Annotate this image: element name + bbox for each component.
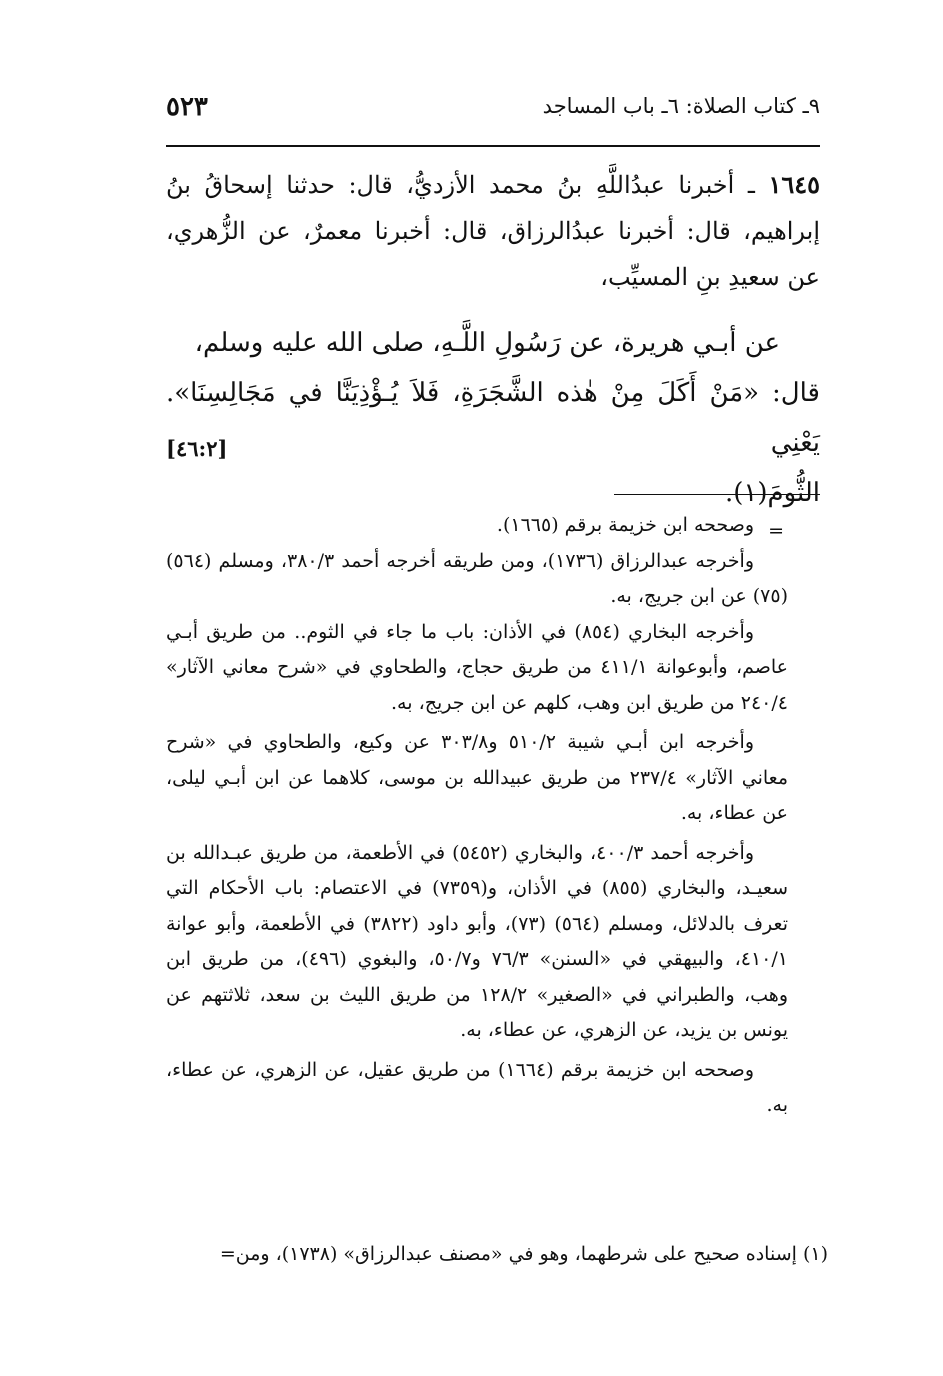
matn-line: قال: «مَنْ أَكَلَ مِنْ هٰذه الشَّجَرَةِ، فَلاَ يُـؤْذِيَنَّا في مَجَالِسِنَا». يَعْنِي xyxy=(166,378,820,458)
footnote-paragraph: وأخرجه عبدالرزاق (١٧٣٦)، ومن طريقه أخرجه أحمد ٣٨٠/٣، ومسلم (٥٦٤) (٧٥) عن ابن جريج، به. xyxy=(166,549,788,607)
running-header xyxy=(166,92,820,132)
matn-line: عن أبـي هريرة، عن رَسُولِ اللَّـهِ، صلى الله عليه وسلم، xyxy=(194,328,780,358)
matn-line: الثُّومَ(١). xyxy=(724,478,820,508)
hadith-isnad xyxy=(166,162,820,300)
continuation-mark: = xyxy=(768,520,784,542)
header-rule xyxy=(166,145,820,147)
footnote-paragraph: وأخرجه أحمد ٤٠٠/٣، والبخاري (٥٤٥٢) في الأطعمة، من طريق عبـدالله بن سعيـد، والبخاري (٨٥٥) في الأذان، و(٧٣٥٩) في الاعتصام: باب الأحكام التي تعرف بالدلائل، ومسلم (٥٦٤) (٧٣)، وأبو داود (٣٨٢٢) في الأطعمة، وأبو عوانة ٤١٠/١، والبيهقي في «السنن» ٧٦/٣ و٥٠/٧، والبغوي (٤٩٦)، من طريق ابن وهب، والطبراني في «الصغير» ١٢٨/٢ من طريق الليث بن سعد، ثلاثتهم عن يونس بن يزيد، عن الزهري، عن عطاء، به. xyxy=(166,841,788,1041)
hadith-matn xyxy=(166,318,820,518)
footnote-paragraph: وأخرجه البخاري (٨٥٤) في الأذان: باب ما جاء في الثوم.. من طريق أبـي عاصم، وأبوعوانة ٤١١/١ من طريق حجاج، والطحاوي في «شرح معاني الآثار» ٢٤٠/٤ من طريق ابن وهب، كلهم عن ابن جريج، به. xyxy=(166,620,788,714)
footnotes xyxy=(166,508,788,1124)
isnad-text: ـ أخبرنا عبدُاللَّهِ بنُ محمد الأزديُّ، قال: حدثنا إسحاقُ بنُ إبراهيم، قال: أخبرنا عبدُالرزاق، قال: أخبرنا معمرٌ، عن الزُّهري، عن سعيدِ بنِ المسيِّب، xyxy=(166,171,820,291)
footnote-text: وصححه ابن خزيمة برقم (١٦٦٥). xyxy=(496,514,754,536)
footnote-rule xyxy=(614,494,820,495)
page-number: ٥٢٣ xyxy=(166,92,208,122)
hadith-number: ١٦٤٥ xyxy=(768,170,820,199)
footnote-paragraph: وأخرجه ابن أبـي شيبة ٥١٠/٢ و٣٠٣/٨ عن وكيع، والطحاوي في «شرح معاني الآثار» ٢٣٧/٤ من طريق عبيدالله بن موسى، كلاهما عن ابن أبـي ليلى، عن عطاء، به. xyxy=(166,731,788,824)
footnote-paragraph xyxy=(166,508,788,544)
running-title: ٩ـ كتاب الصلاة: ٦ـ باب المساجد xyxy=(542,94,820,118)
footnote-one: (١) إسناده صحيح على شرطهما، وهو في «مصنف عبدالرزاق» (١٧٣٨)، ومن= xyxy=(219,1243,828,1265)
hadith-reference: [٤٦:٢] xyxy=(166,436,228,461)
footnote-paragraph: وصححه ابن خزيمة برقم (١٦٦٤) من طريق عقيل، عن الزهري، عن عطاء، به. xyxy=(166,1058,788,1116)
